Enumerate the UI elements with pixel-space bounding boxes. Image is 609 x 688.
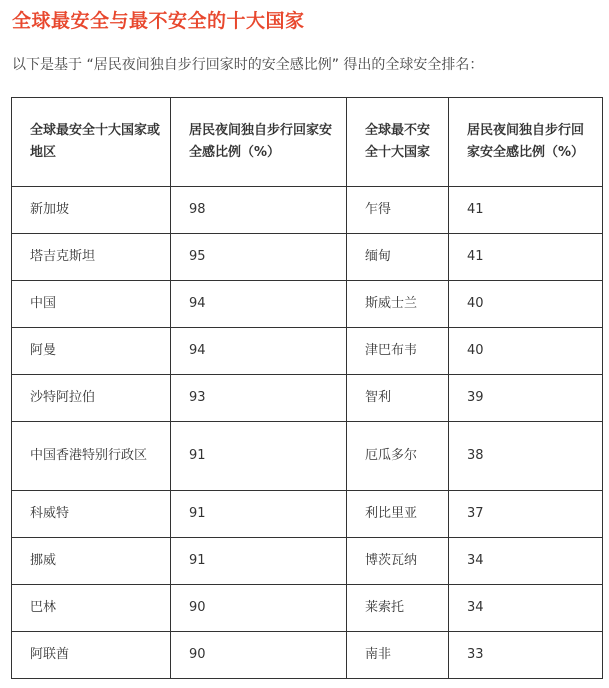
table-row — [12, 491, 603, 538]
table-row — [12, 375, 603, 422]
header-least-safe-countries: 全球最不安全十大国家 — [347, 98, 449, 187]
table-row — [12, 538, 603, 585]
table-header-row — [12, 98, 603, 187]
least-safe-country-cell: 南非 — [347, 632, 449, 679]
least-safe-percent-cell: 40 — [449, 281, 603, 328]
table-row — [12, 585, 603, 632]
header-least-safe-percent: 居民夜间独自步行回家安全感比例（%） — [449, 98, 603, 187]
least-safe-country-cell: 缅甸 — [347, 234, 449, 281]
least-safe-country-cell: 乍得 — [347, 187, 449, 234]
least-safe-percent-cell: 34 — [449, 585, 603, 632]
safest-percent-cell: 90 — [171, 632, 347, 679]
least-safe-percent-cell: 40 — [449, 328, 603, 375]
least-safe-country-cell: 斯威士兰 — [347, 281, 449, 328]
least-safe-percent-cell: 41 — [449, 187, 603, 234]
least-safe-country-cell: 智利 — [347, 375, 449, 422]
safest-country-cell: 阿曼 — [12, 328, 171, 375]
safest-country-cell: 塔吉克斯坦 — [12, 234, 171, 281]
safest-country-cell: 科威特 — [12, 491, 171, 538]
safest-percent-cell: 90 — [171, 585, 347, 632]
table-row — [12, 234, 603, 281]
intro-paragraph: 以下是基于 “居民夜间独自步行回家时的安全感比例” 得出的全球安全排名： — [12, 57, 484, 73]
least-safe-country-cell: 津巴布韦 — [347, 328, 449, 375]
least-safe-percent-cell: 34 — [449, 538, 603, 585]
least-safe-country-cell: 莱索托 — [347, 585, 449, 632]
table-row — [12, 328, 603, 375]
safest-percent-cell: 95 — [171, 234, 347, 281]
safest-country-cell: 沙特阿拉伯 — [12, 375, 171, 422]
least-safe-country-cell: 利比里亚 — [347, 491, 449, 538]
least-safe-percent-cell: 33 — [449, 632, 603, 679]
least-safe-percent-cell: 38 — [449, 422, 603, 491]
safest-percent-cell: 91 — [171, 538, 347, 585]
table-row — [12, 187, 603, 234]
safest-percent-cell: 91 — [171, 422, 347, 491]
safety-ranking-table — [11, 97, 603, 679]
article-title: 全球最安全与最不安全的十大国家 — [12, 10, 305, 32]
least-safe-percent-cell: 39 — [449, 375, 603, 422]
table-row — [12, 281, 603, 328]
table-row — [12, 632, 603, 679]
header-safest-countries: 全球最安全十大国家或地区 — [12, 98, 171, 187]
safest-country-cell: 中国香港特别行政区 — [12, 422, 171, 491]
safest-country-cell: 中国 — [12, 281, 171, 328]
safest-percent-cell: 94 — [171, 328, 347, 375]
safest-country-cell: 巴林 — [12, 585, 171, 632]
least-safe-percent-cell: 37 — [449, 491, 603, 538]
safest-percent-cell: 91 — [171, 491, 347, 538]
safest-percent-cell: 94 — [171, 281, 347, 328]
safest-percent-cell: 93 — [171, 375, 347, 422]
least-safe-country-cell: 厄瓜多尔 — [347, 422, 449, 491]
safest-country-cell: 新加坡 — [12, 187, 171, 234]
header-safest-percent: 居民夜间独自步行回家安全感比例（%） — [171, 98, 347, 187]
least-safe-percent-cell: 41 — [449, 234, 603, 281]
safest-percent-cell: 98 — [171, 187, 347, 234]
table-row — [12, 422, 603, 491]
safest-country-cell: 阿联酋 — [12, 632, 171, 679]
safest-country-cell: 挪威 — [12, 538, 171, 585]
least-safe-country-cell: 博茨瓦纳 — [347, 538, 449, 585]
